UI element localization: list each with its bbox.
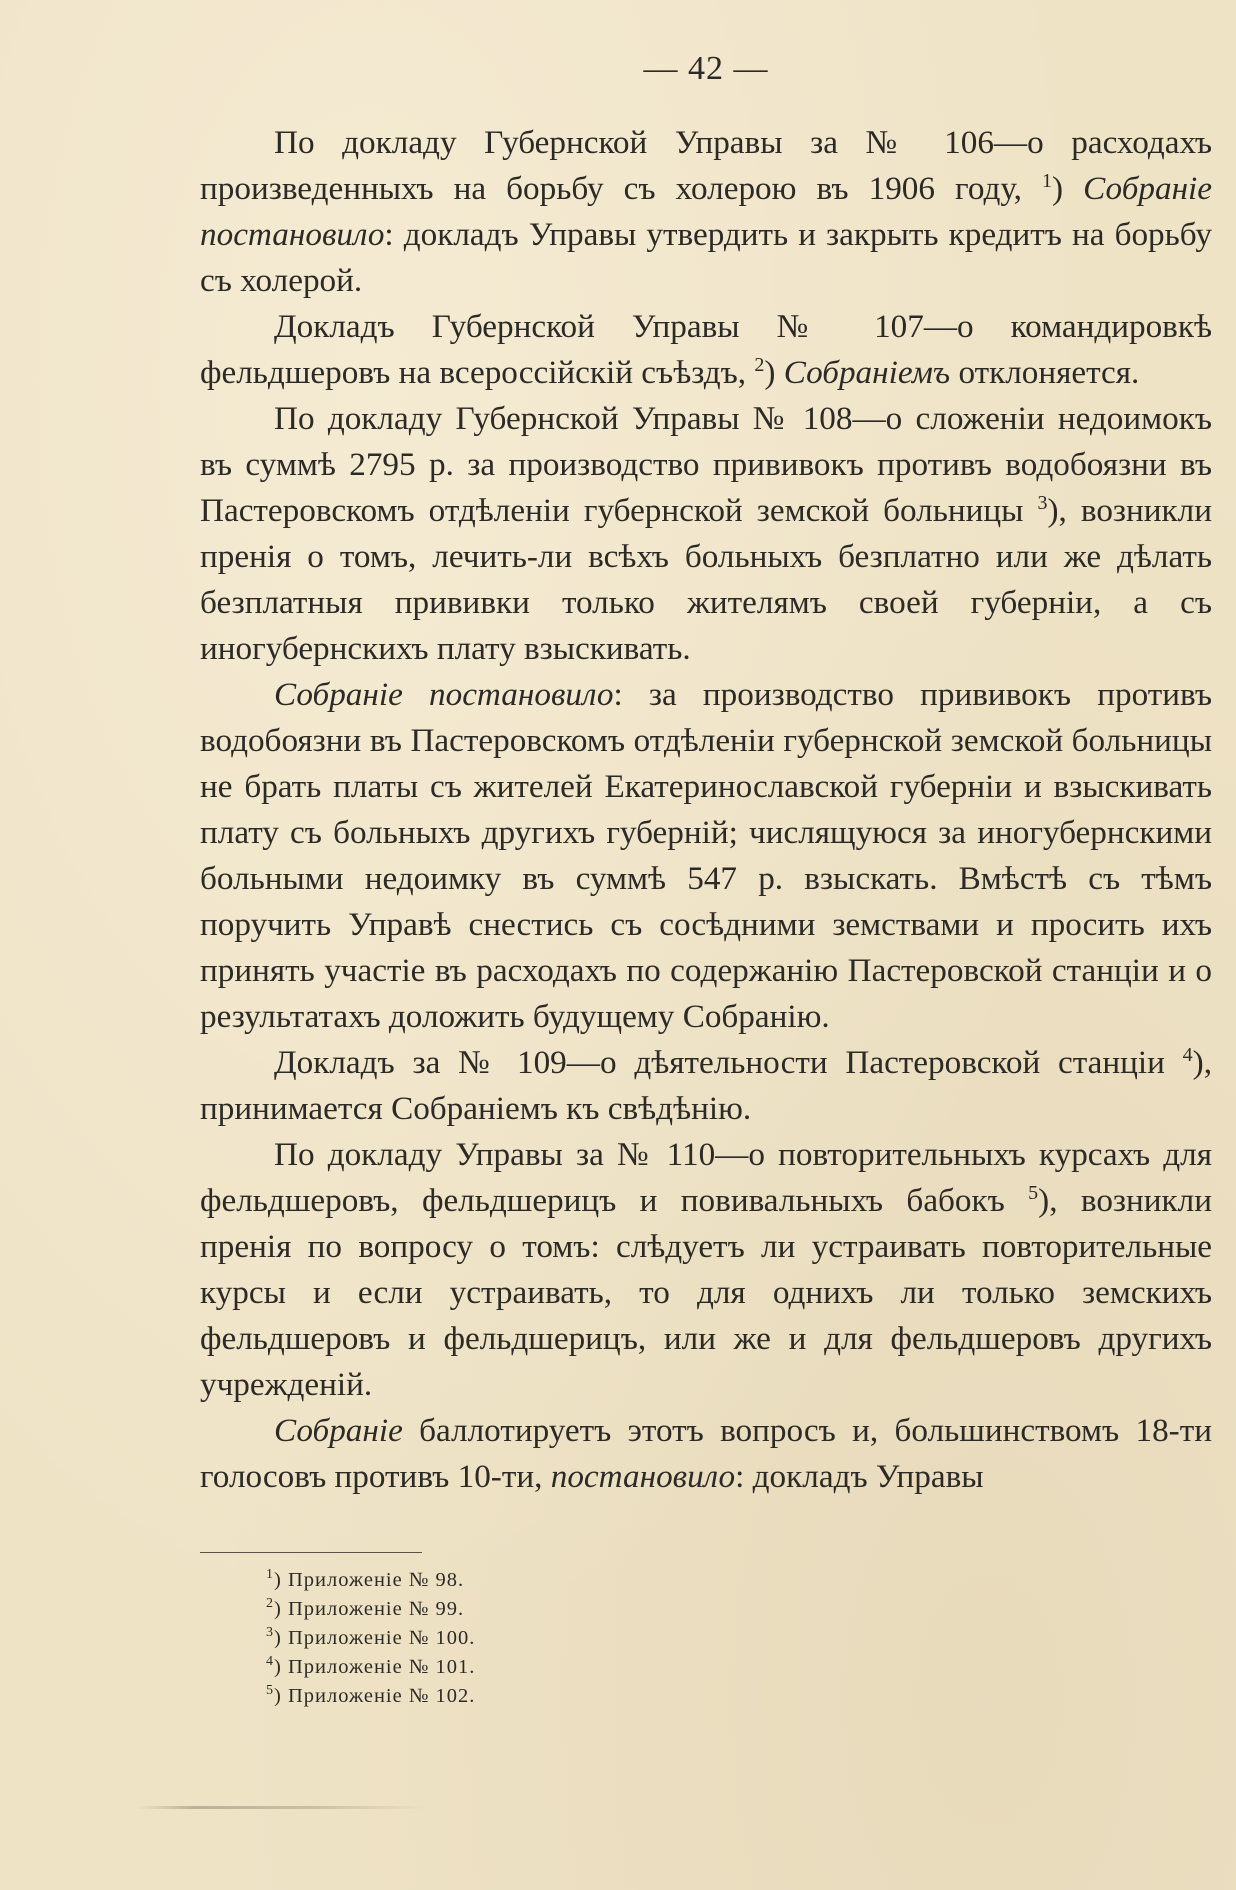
text-segment: По докладу Губернской Управы № 108—о сложеніи недоимокъ въ суммѣ 2795 р. за производство прививокъ противъ водобоязни въ Пастеровскомъ отдѣленіи губернской земской больницы xyxy=(200,400,1212,529)
footnote-mark: 1 xyxy=(266,1567,274,1583)
text-segment: ) xyxy=(764,354,784,391)
footnote-mark: 2 xyxy=(266,1596,274,1612)
footnote-text: ) Приложеніе № 100. xyxy=(274,1627,476,1649)
paragraph-resolution-108 xyxy=(200,672,1212,1040)
footnote-mark: 4 xyxy=(266,1654,274,1670)
text-segment: ) xyxy=(1052,170,1084,207)
footnote-ref: 2 xyxy=(754,353,765,376)
text-segment: баллотируетъ этотъ вопросъ и, большинствомъ 18-ти голосовъ противъ 10-ти, xyxy=(200,1412,1212,1495)
footnote-text: ) Приложеніе № 102. xyxy=(274,1685,476,1707)
text-segment: : докладъ Управы утвердить и закрыть кредитъ на борьбу съ холерой. xyxy=(200,216,1212,299)
text-segment: отклоняется. xyxy=(950,354,1140,391)
paragraph-report-107 xyxy=(200,304,1212,396)
italic-phrase: Собраніе постановило xyxy=(200,170,1212,253)
paragraph-report-106 xyxy=(200,120,1212,304)
paper-smudge xyxy=(136,1806,426,1809)
text-segment: ), возникли пренія о томъ, лечить-ли всѣхъ больныхъ безплатно или же дѣлать безплатныя прививки только жителямъ своей губерніи, а съ иногубернскихъ плату взыскивать. xyxy=(200,492,1213,667)
text-segment: : докладъ Управы xyxy=(735,1458,984,1495)
footnote-mark: 3 xyxy=(266,1625,274,1641)
footnote-divider xyxy=(200,1552,422,1553)
footnote-ref: 1 xyxy=(1042,169,1053,192)
italic-phrase: постановило xyxy=(550,1458,736,1495)
main-text xyxy=(200,120,1212,1500)
footnote-item xyxy=(266,1595,866,1624)
footnote-text: ) Приложеніе № 98. xyxy=(274,1569,465,1591)
footnotes xyxy=(266,1566,866,1711)
text-segment: По докладу Управы за № 110—о повторительныхъ курсахъ для фельдшеровъ, фельдшерицъ и повивальныхъ бабокъ xyxy=(200,1136,1212,1219)
page-number: — 42 — xyxy=(643,50,769,87)
italic-phrase: Собраніе постановило xyxy=(274,676,614,713)
footnote-item xyxy=(266,1566,866,1595)
paragraph-report-110 xyxy=(200,1132,1212,1408)
footnote-mark: 5 xyxy=(266,1683,274,1699)
footnote-item xyxy=(266,1653,866,1682)
text-segment: По докладу Губернской Управы за № 106—о расходахъ произведенныхъ на борьбу съ холерою въ 1906 году, xyxy=(200,124,1212,207)
footnote-ref: 3 xyxy=(1037,491,1048,514)
footnote-ref: 4 xyxy=(1182,1043,1193,1066)
paragraph-report-109 xyxy=(200,1040,1212,1132)
text-segment: Докладъ Губернской Управы № 107—о командировкѣ фельдшеровъ на всероссійскій съѣздъ, xyxy=(200,308,1212,391)
footnote-item xyxy=(266,1624,866,1653)
italic-phrase: Собраніе xyxy=(274,1412,403,1449)
footnote-ref: 5 xyxy=(1028,1181,1039,1204)
text-segment: ), возникли пренія по вопросу о томъ: слѣдуетъ ли устраивать повторительные курсы и если устраивать, то для однихъ ли только земскихъ фельдшеровъ и фельдшерицъ, или же и для фельдшеровъ другихъ учрежденій. xyxy=(200,1182,1212,1403)
text-segment: ), принимается Собраніемъ къ свѣдѣнію. xyxy=(200,1044,1212,1127)
footnote-item xyxy=(266,1682,866,1711)
footnote-text: ) Приложеніе № 99. xyxy=(274,1598,465,1620)
text-segment: Докладъ за № 109—о дѣятельности Пастеровской станціи xyxy=(274,1044,1183,1081)
italic-phrase: Собраніемъ xyxy=(783,354,951,391)
paragraph-vote-110 xyxy=(200,1408,1212,1500)
text-segment: : за производство прививокъ противъ водобоязни въ Пастеровскомъ отдѣленіи губернской земской больницы не брать платы съ жителей Екатеринославской губерніи и взыскивать плату съ больныхъ другихъ губерній; числящуюся за иногубернскими больными недоимку въ суммѣ 547 р. взыскать. Вмѣстѣ съ тѣмъ поручить Управѣ снестись съ сосѣдними земствами и просить ихъ принять участіе въ расходахъ по содержанію Пастеровской станціи и о результатахъ доложить будущему Собранію. xyxy=(200,676,1212,1035)
paragraph-report-108 xyxy=(200,396,1212,672)
footnote-text: ) Приложеніе № 101. xyxy=(274,1656,476,1678)
